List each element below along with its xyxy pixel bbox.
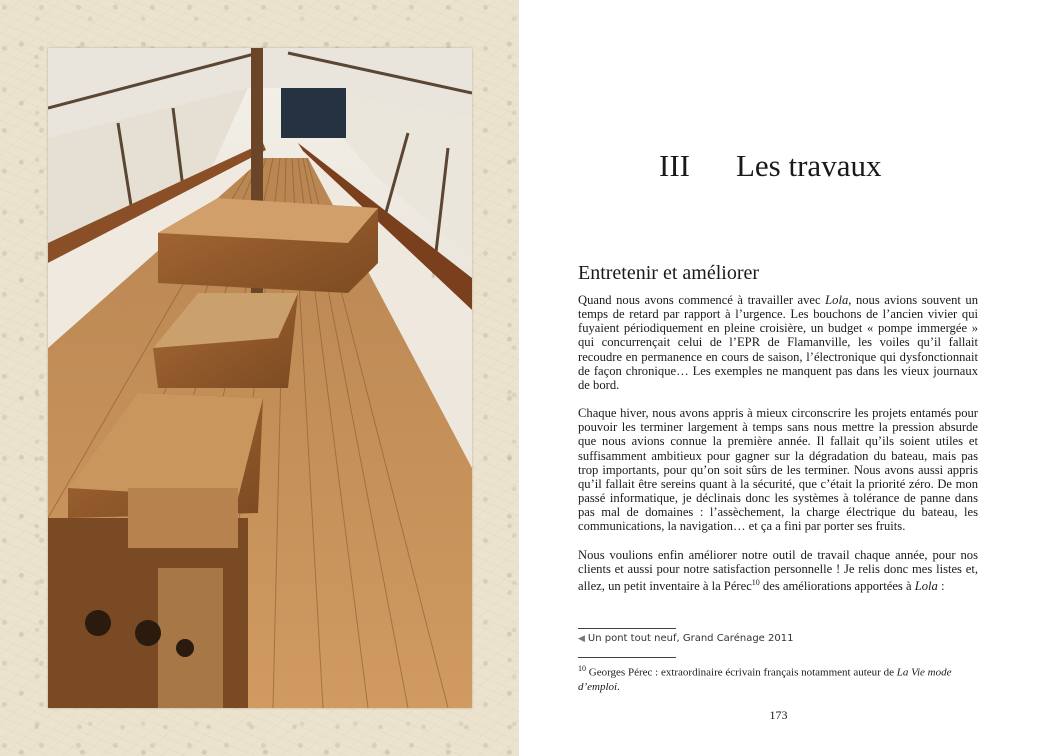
- paragraph-3: Nous voulions enfin améliorer notre outil de travail chaque année, pour nos clients et aussi pour notre satisfaction personnelle ! Je relis donc mes listes et, allez, un petit inventaire à la Pérec$^{10}$ des améliorations apportées à Lola :: [578, 547, 978, 593]
- caption-rule: [578, 628, 676, 629]
- chapter-number: III: [659, 148, 690, 183]
- paragraph-1: Quand nous avons commencé à travailler avec Lola, nous avions souvent un temps de retard par rapport à l’urgence. Les bouchons de l’ancien vivier qui fuyaient périodiquement en pleine croisière, un budget « pompe immergée » qui concurrençait celui de l’EPR de Flamanville, les voiles qu’il fallait recoudre en permanence en cours de saison, l’électronique qui dysfonctionnait de façon chronique… Les exemples ne manquent pas dans les vieux journaux de bord.: [578, 293, 979, 392]
- footnote-rule: [578, 657, 676, 658]
- deck-photo: [48, 48, 472, 708]
- footnote-ref: 10: [751, 577, 760, 587]
- page-number: 173: [769, 708, 788, 722]
- arrow-left-icon: ◀: [578, 634, 585, 644]
- footnote-number: 10: [578, 664, 586, 673]
- right-page: [519, 0, 1038, 756]
- section-title: Entretenir et améliorer: [578, 262, 760, 284]
- body-text: [578, 293, 978, 593]
- paragraph-2: Chaque hiver, nous avons appris à mieux circonscrire les projets entamés pour pouvoir les terminer largement à temps sans nous mettre la pression absurde que nous avions connue la première année. Il fallait qu’ils soient utiles et suffisamment ambitieux pour gagner sur la dégradation du bateau, mais pas trop importants, pour qu’on soit sûrs de les terminer. Nous avons aussi appris qu’il fallait être sereins quant à la sécurité, que c’était la priorité zéro. De mon passé informatique, je déclinais donc les systèmes à tolérance de panne dans pas mal de domaines : l’assèchement, la charge électrique du bateau, les communications, la navigation… et ça a fini par porter ses fruits.: [578, 406, 978, 534]
- caption-text: Un pont tout neuf, Grand Carénage 2011: [587, 633, 794, 644]
- photo-caption: [578, 633, 978, 644]
- chapter-title: Les travaux: [735, 148, 882, 183]
- chapter-heading: [659, 148, 999, 184]
- footnote: $^{10}$ Georges Pérec : extraordinaire écrivain français notamment auteur de La Vie mode d’emploi.: [578, 664, 952, 694]
